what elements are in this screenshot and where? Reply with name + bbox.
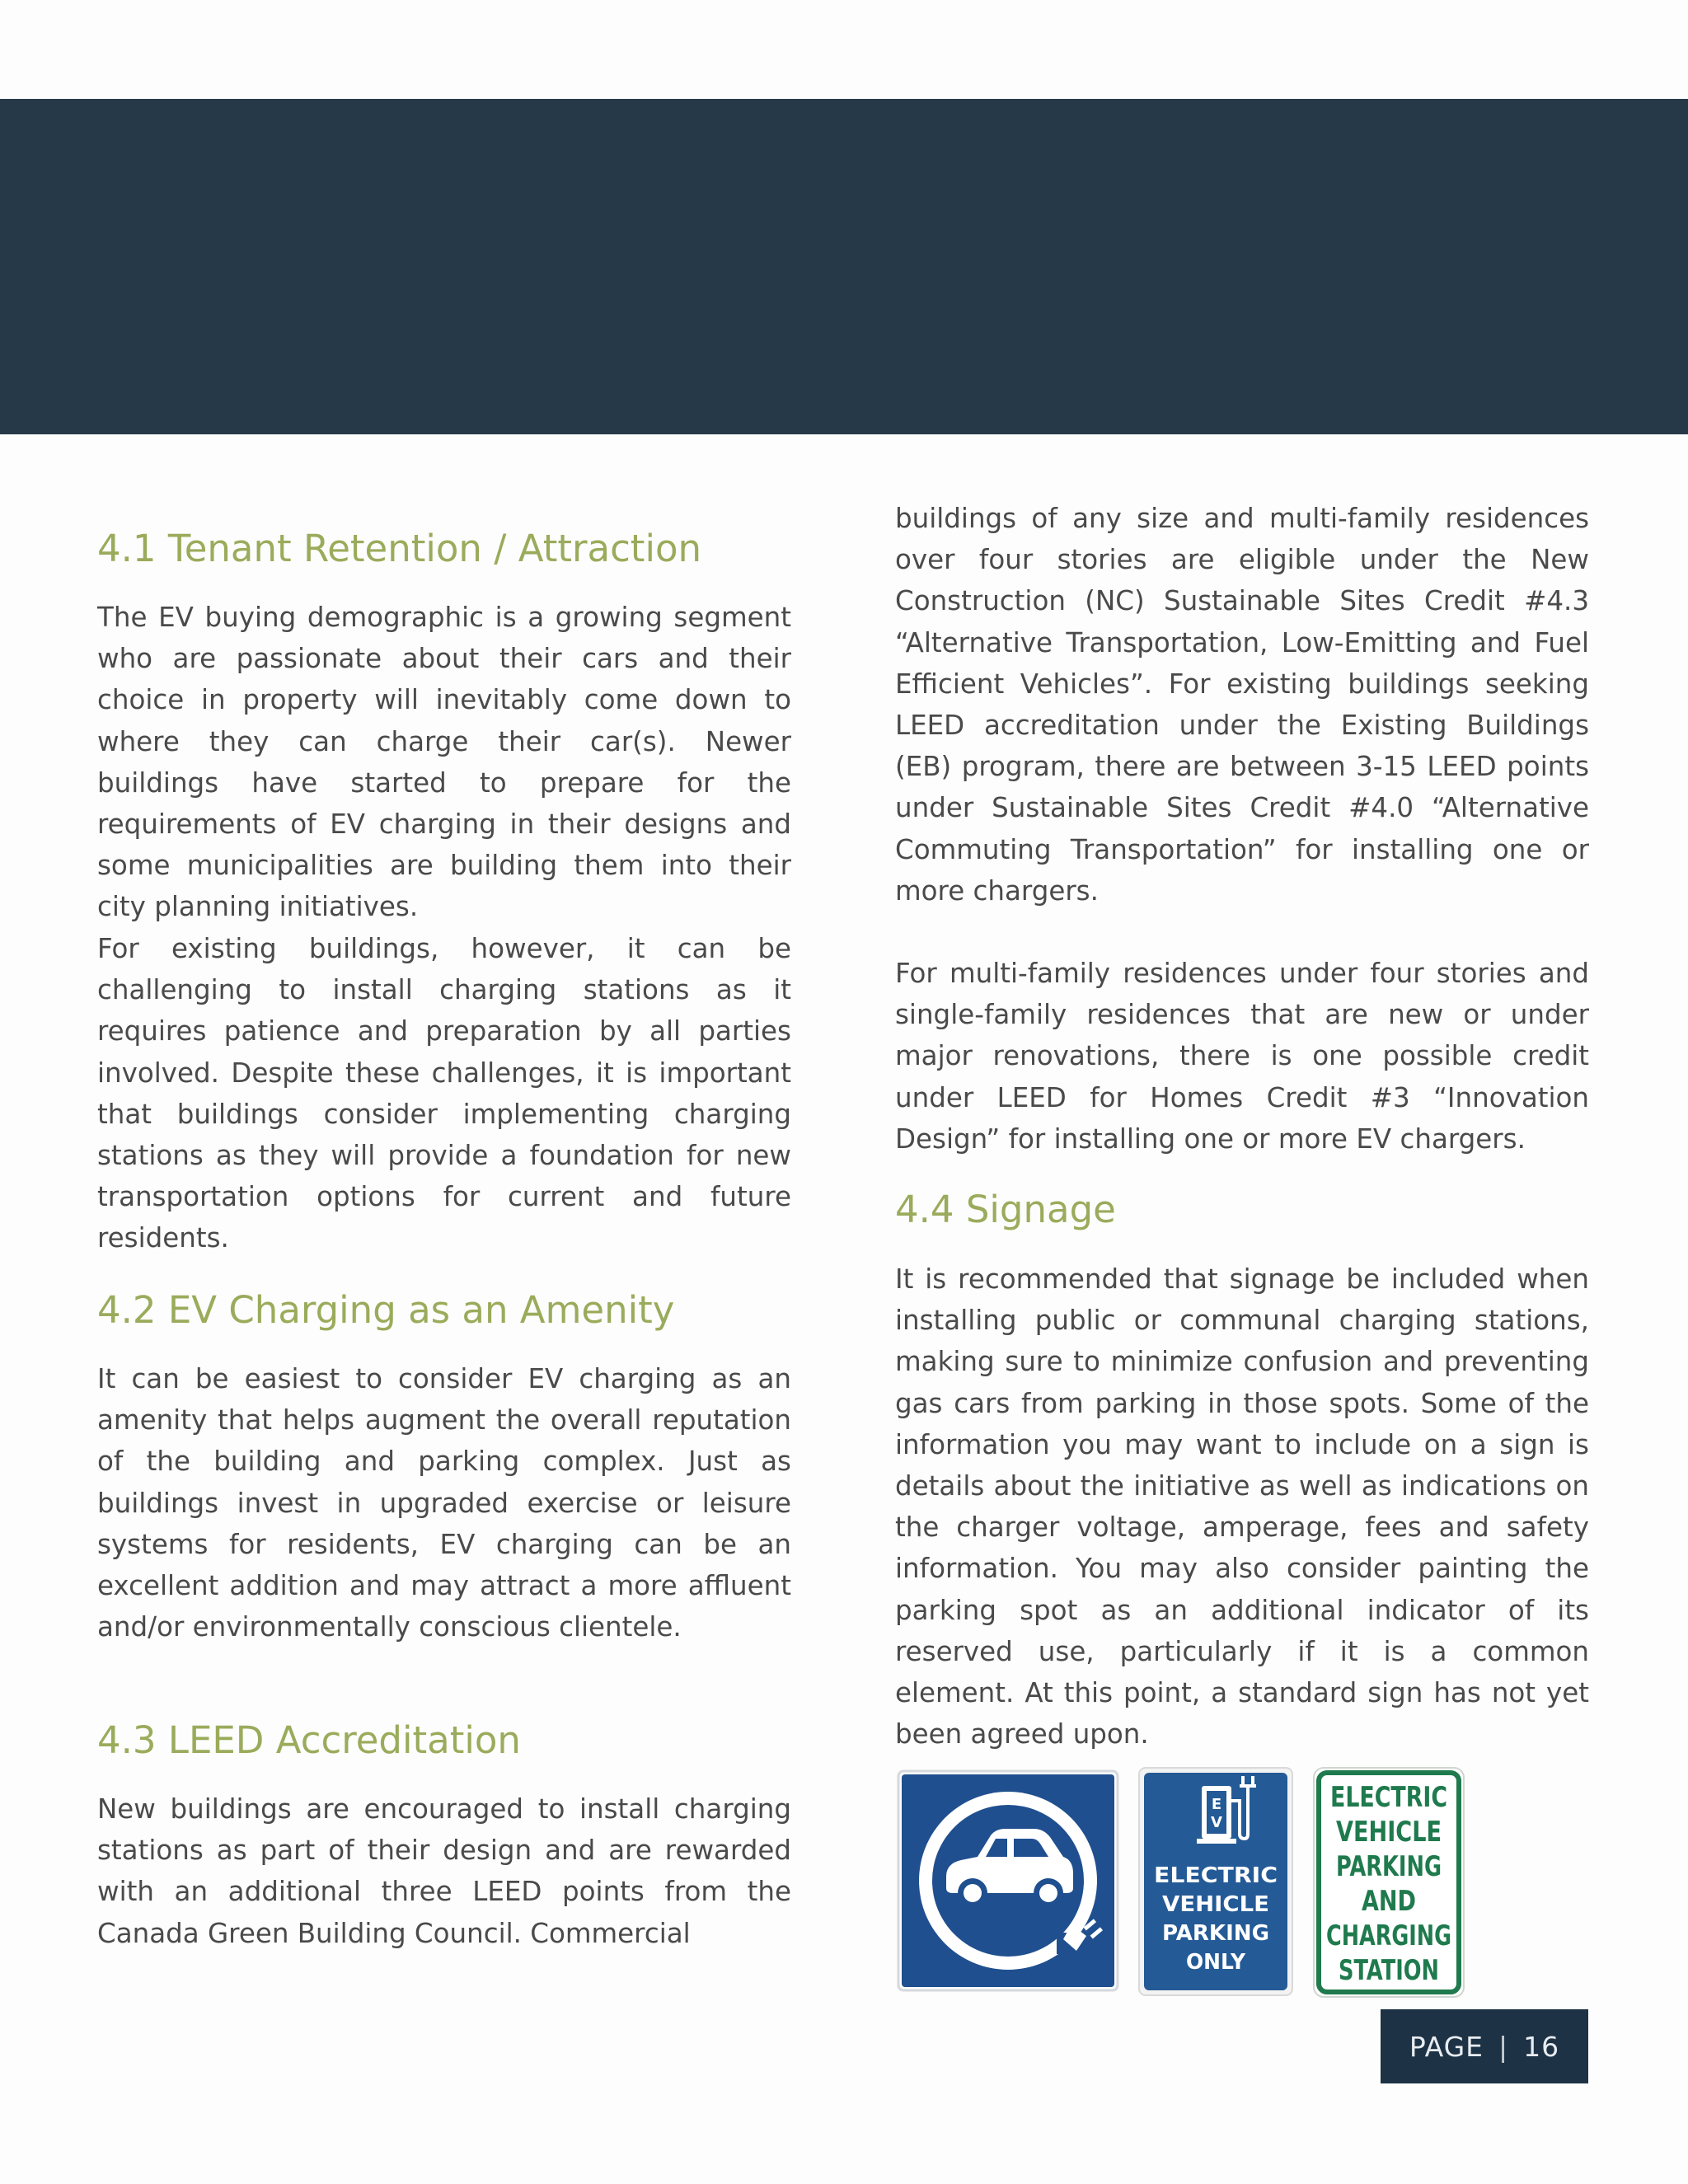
ev-mark-top: E: [1211, 1796, 1222, 1813]
sign-3-line-3: PARKING: [1336, 1850, 1442, 1883]
ev-parking-charging-station-sign: [1314, 1768, 1464, 1997]
ev-signage-examples: [895, 1768, 1472, 2003]
sign-2-line-2: VEHICLE: [1162, 1892, 1269, 1917]
sign-3-line-4: AND: [1362, 1885, 1416, 1918]
sign-3-line-5: CHARGING: [1326, 1919, 1451, 1952]
sign-3-line-2: VEHICLE: [1336, 1816, 1442, 1849]
page-separator: |: [1498, 2030, 1509, 2063]
header-banner: [0, 99, 1688, 434]
section-4-1-paragraph-1: The EV buying demographic is a growing segment who are passionate about their cars and their choice in property will inevitably come down to where they can charge their car(s). Newer buildings have started to prepare for the requirements of EV charging in their designs and some municipalities are building them into their city planning initiatives.: [97, 602, 791, 923]
section-4-2-paragraph: It can be easiest to consider EV charging as an amenity that helps augment the overall reputation of the building and parking complex. Just as buildings invest in upgraded exercise or leisure systems for residents, EV charging can be an excellent addition and may attract a more affluent and/or environmentally conscious clientele.: [97, 1363, 791, 1643]
section-4-4-heading: 4.4 Signage: [895, 1188, 1116, 1231]
sign-3-line-1: ELECTRIC: [1330, 1781, 1447, 1814]
ev-charging-symbol-sign: [898, 1771, 1118, 1990]
section-4-3-paragraph-1: New buildings are encouraged to install charging stations as part of their design and are rewarded with an additional three LEED points from the Canada Green Building Council. Commercial: [97, 1793, 791, 1949]
sign-2-line-3: PARKING: [1162, 1921, 1269, 1946]
section-4-3-paragraph-1-continued: buildings of any size and multi-family residences over four stories are eligible under the New Construction (NC) Sustainable Sites Credit #4.3 “Alternative Transportation, Low-Emitting and Fuel Efficient Vehicles”. For existing buildings seeking LEED accreditation under the Existing Buildings (EB) program, there are between 3-15 LEED points under Sustainable Sites Credit #4.0 “Alternative Commuting Transportation” for installing one or more chargers.: [895, 503, 1589, 907]
page-number: 16: [1523, 2030, 1560, 2063]
sign-2-line-1: ELECTRIC: [1154, 1863, 1278, 1888]
page-number-badge: [1381, 2009, 1588, 2083]
ev-pump-icon: [1197, 1776, 1256, 1844]
section-4-1-paragraph-2: For existing buildings, however, it can be challenging to install charging stations as it requires patience and preparation by all parties involved. Despite these challenges, it is important that buildings consider implementing charging stations as they will provide a foundation for new transportation options for current and future residents.: [97, 933, 791, 1254]
section-4-3-paragraph-2: For multi-family residences under four stories and single-family residences that are new or under major renovations, there is one possible credit under LEED for Homes Credit #3 “Innovation Design” for installing one or more EV chargers.: [895, 958, 1589, 1155]
ev-parking-only-sign: [1139, 1768, 1292, 1995]
section-4-4-paragraph: It is recommended that signage be included when installing public or communal charging stations, making sure to minimize confusion and preventing gas cars from parking in those spots. Some of the information you may want to include on a sign is details about the initiative as well as indications on the charger voltage, amperage, fees and safety information. You may also consider painting the parking spot as an additional indicator of its reserved use, particularly if it is a common element. At this point, a standard sign has not yet been agreed upon.: [895, 1263, 1589, 1750]
page-label: PAGE: [1409, 2030, 1484, 2063]
sign-2-line-4: ONLY: [1186, 1950, 1247, 1975]
sign-3-line-6: STATION: [1339, 1954, 1439, 1987]
ev-mark-bottom: V: [1211, 1814, 1222, 1831]
section-4-2-heading: 4.2 EV Charging as an Amenity: [97, 1288, 675, 1332]
section-4-1-heading: 4.1 Tenant Retention / Attraction: [97, 527, 702, 570]
section-4-3-heading: 4.3 LEED Accreditation: [97, 1718, 521, 1762]
